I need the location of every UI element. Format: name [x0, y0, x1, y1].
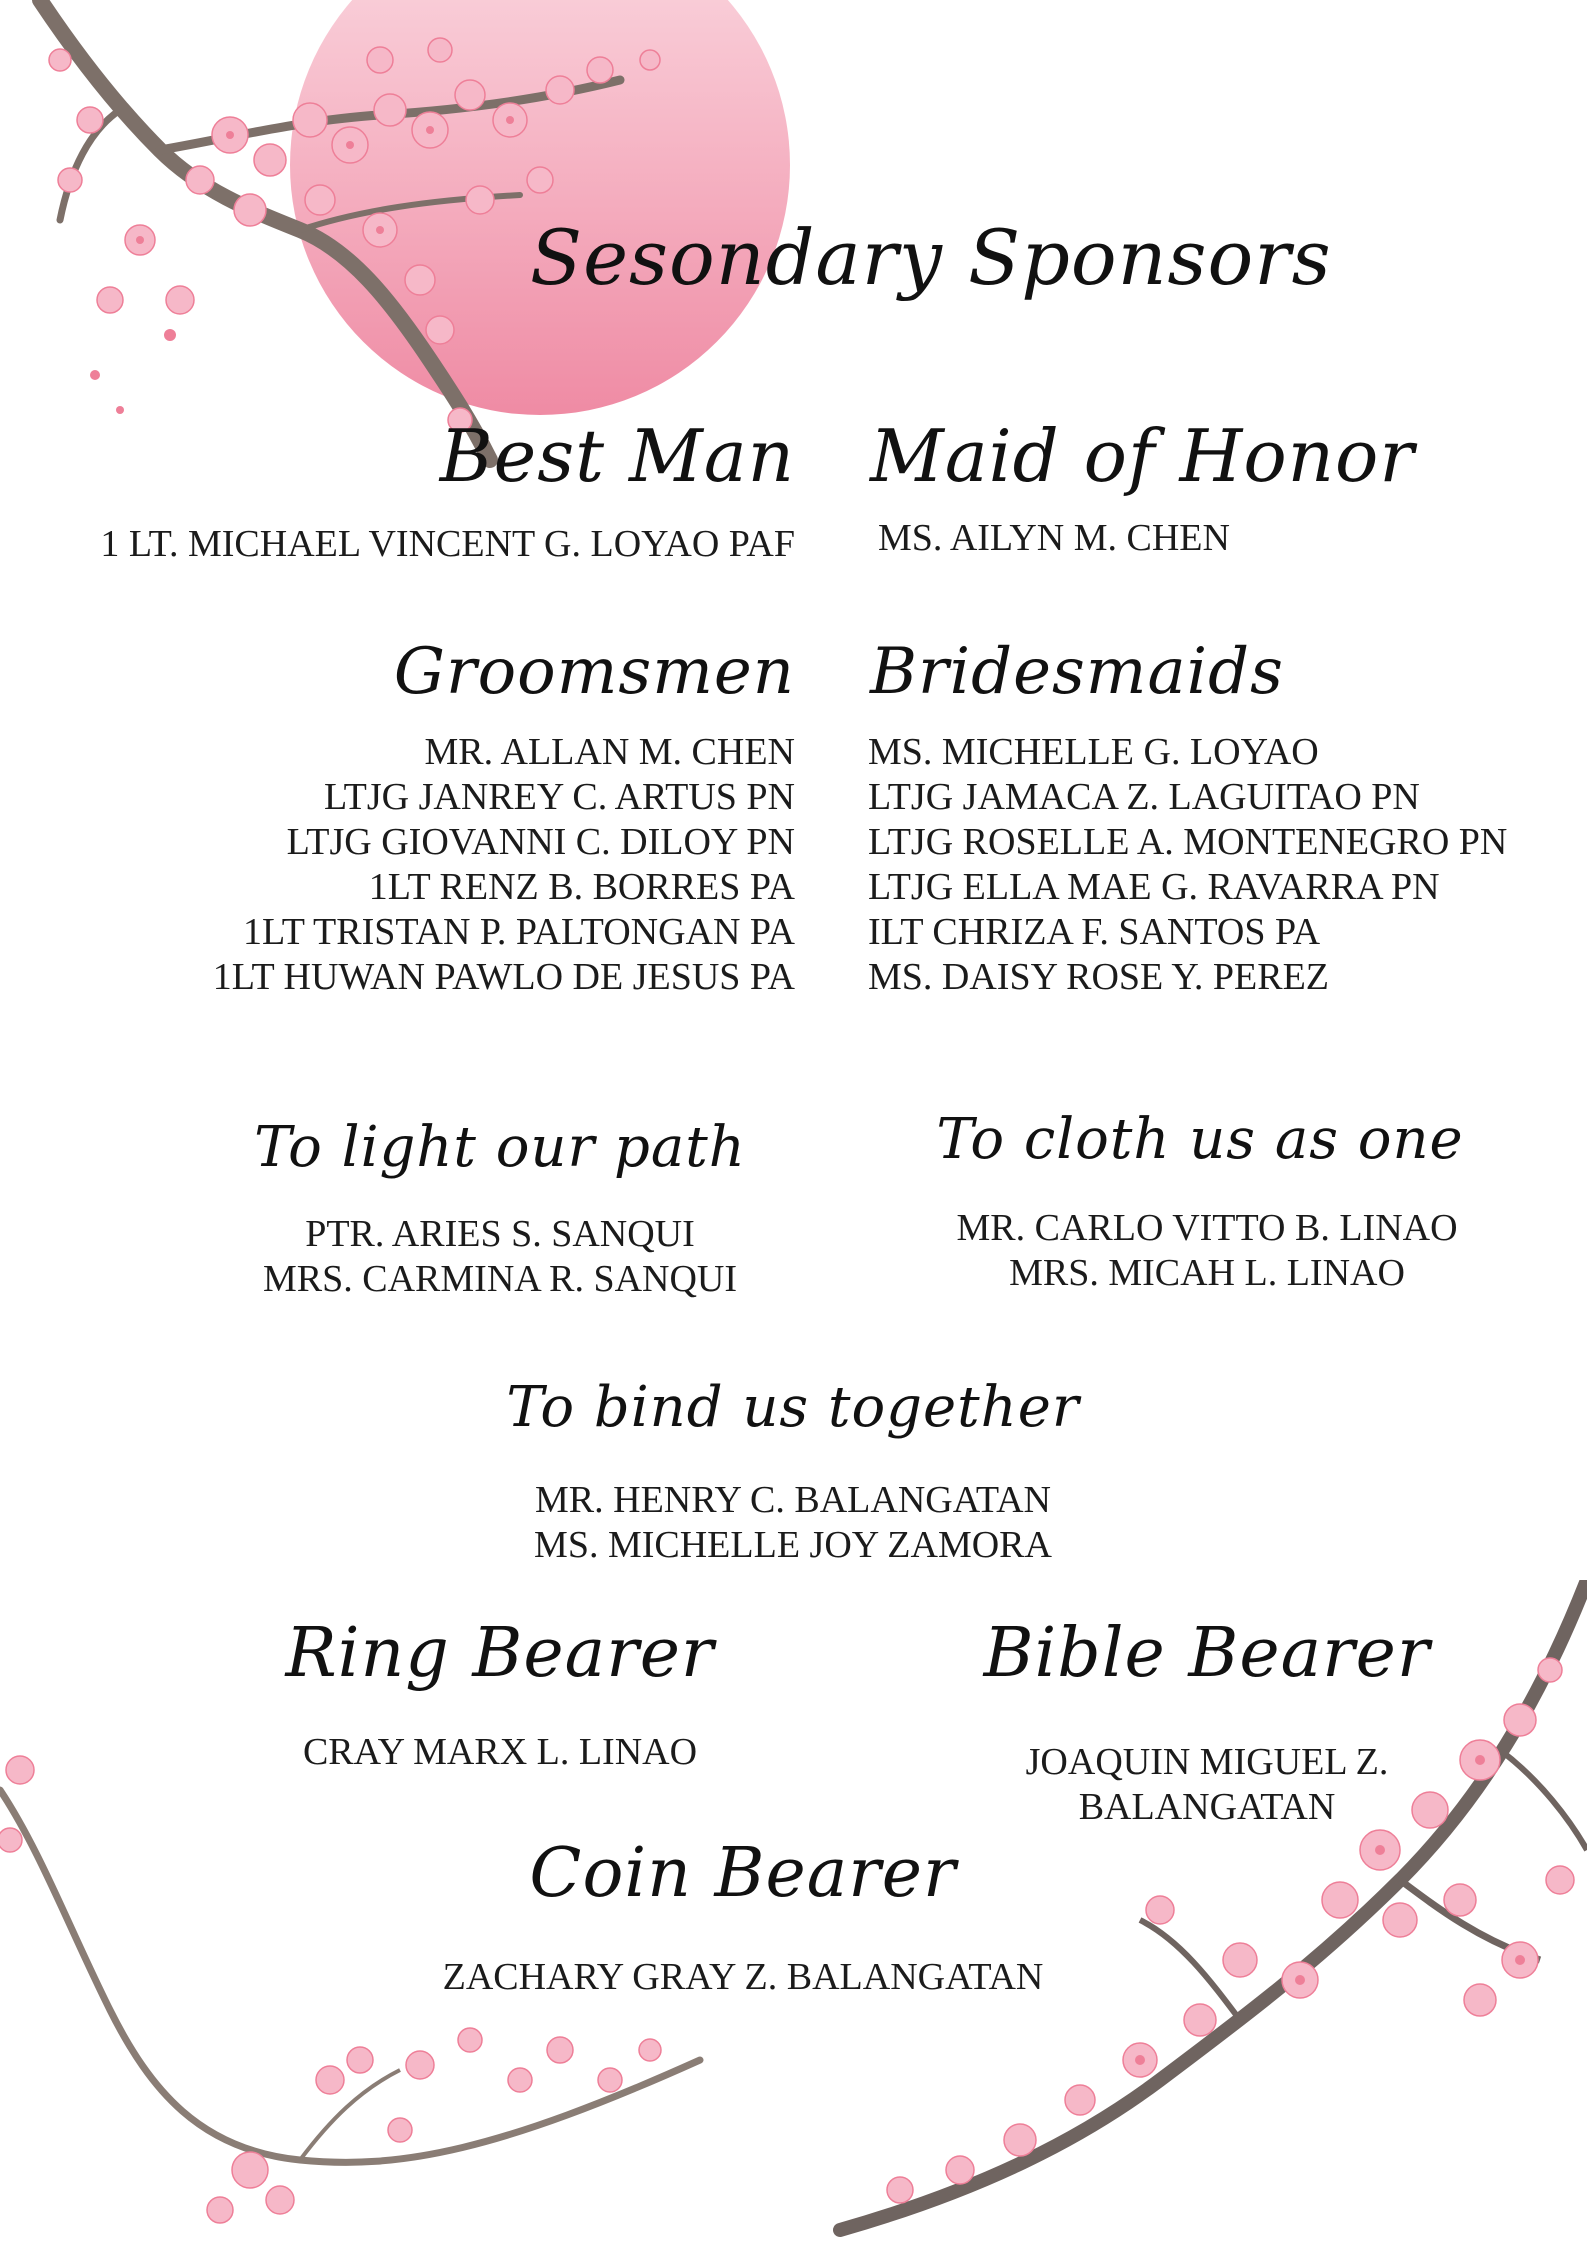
bridesmaid-name: MS. DAISY ROSE Y. PEREZ [868, 956, 1330, 998]
light-sponsor-name: MRS. CARMINA R. SANQUI [262, 1258, 738, 1300]
page-title: Sesondary Sponsors [530, 213, 1332, 302]
groomsman-name: 1LT RENZ B. BORRES PA [368, 866, 795, 908]
light-sponsor-name: PTR. ARIES S. SANQUI [305, 1213, 695, 1255]
best-man-names [100, 522, 795, 567]
maid-of-honor-names [878, 516, 1230, 561]
ring-bearer-heading: Ring Bearer [285, 1614, 715, 1693]
cloth-sponsor-name: MRS. MICAH L. LINAO [1009, 1252, 1405, 1294]
groomsman-name: MR. ALLAN M. CHEN [424, 731, 795, 773]
groomsman-name: LTJG JANREY C. ARTUS PN [323, 776, 795, 818]
coin-bearer-heading: Coin Bearer [529, 1834, 957, 1913]
bridesmaids-heading: Bridesmaids [870, 635, 1284, 709]
bridesmaids-list [868, 730, 1507, 1000]
bible-bearer-name: JOAQUIN MIGUEL Z. [1025, 1741, 1389, 1783]
bible-bearer-name: BALANGATAN [1078, 1786, 1336, 1828]
bind-us-heading: To bind us together [506, 1375, 1080, 1440]
groomsman-name: 1LT TRISTAN P. PALTONGAN PA [242, 911, 795, 953]
cloth-sponsor-name: MR. CARLO VITTO B. LINAO [956, 1207, 1458, 1249]
light-our-path-heading: To light our path [254, 1115, 746, 1180]
ring-bearer-names [200, 1730, 800, 1775]
bible-bearer-names [907, 1740, 1507, 1830]
light-our-path-names [200, 1212, 800, 1302]
bridesmaid-name: LTJG ROSELLE A. MONTENEGRO PN [868, 821, 1508, 863]
coin-bearer-names [398, 1955, 1088, 2000]
bind-us-names [423, 1478, 1163, 1568]
groomsman-name: 1LT HUWAN PAWLO DE JESUS PA [212, 956, 795, 998]
maid-of-honor-name: MS. AILYN M. CHEN [878, 517, 1230, 559]
bridesmaid-name: LTJG JAMACA Z. LAGUITAO PN [868, 776, 1420, 818]
bind-sponsor-name: MR. HENRY C. BALANGATAN [535, 1479, 1051, 1521]
groomsmen-list [213, 730, 795, 1000]
bible-bearer-heading: Bible Bearer [983, 1614, 1431, 1693]
groomsmen-heading: Groomsmen [393, 635, 795, 709]
cloth-us-heading: To cloth us as one [936, 1107, 1464, 1172]
groomsman-name: LTJG GIOVANNI C. DILOY PN [286, 821, 795, 863]
bridesmaid-name: LTJG ELLA MAE G. RAVARRA PN [868, 866, 1440, 908]
bridesmaid-name: MS. MICHELLE G. LOYAO [868, 731, 1319, 773]
cloth-us-names [907, 1206, 1507, 1296]
bind-sponsor-name: MS. MICHELLE JOY ZAMORA [534, 1524, 1052, 1566]
coin-bearer-name: ZACHARY GRAY Z. BALANGATAN [442, 1956, 1044, 1998]
maid-of-honor-heading: Maid of Honor [870, 414, 1415, 498]
bridesmaid-name: ILT CHRIZA F. SANTOS PA [868, 911, 1321, 953]
best-man-heading: Best Man [439, 414, 795, 498]
ring-bearer-name: CRAY MARX L. LINAO [302, 1731, 698, 1773]
best-man-name: 1 LT. MICHAEL VINCENT G. LOYAO PAF [100, 523, 795, 565]
